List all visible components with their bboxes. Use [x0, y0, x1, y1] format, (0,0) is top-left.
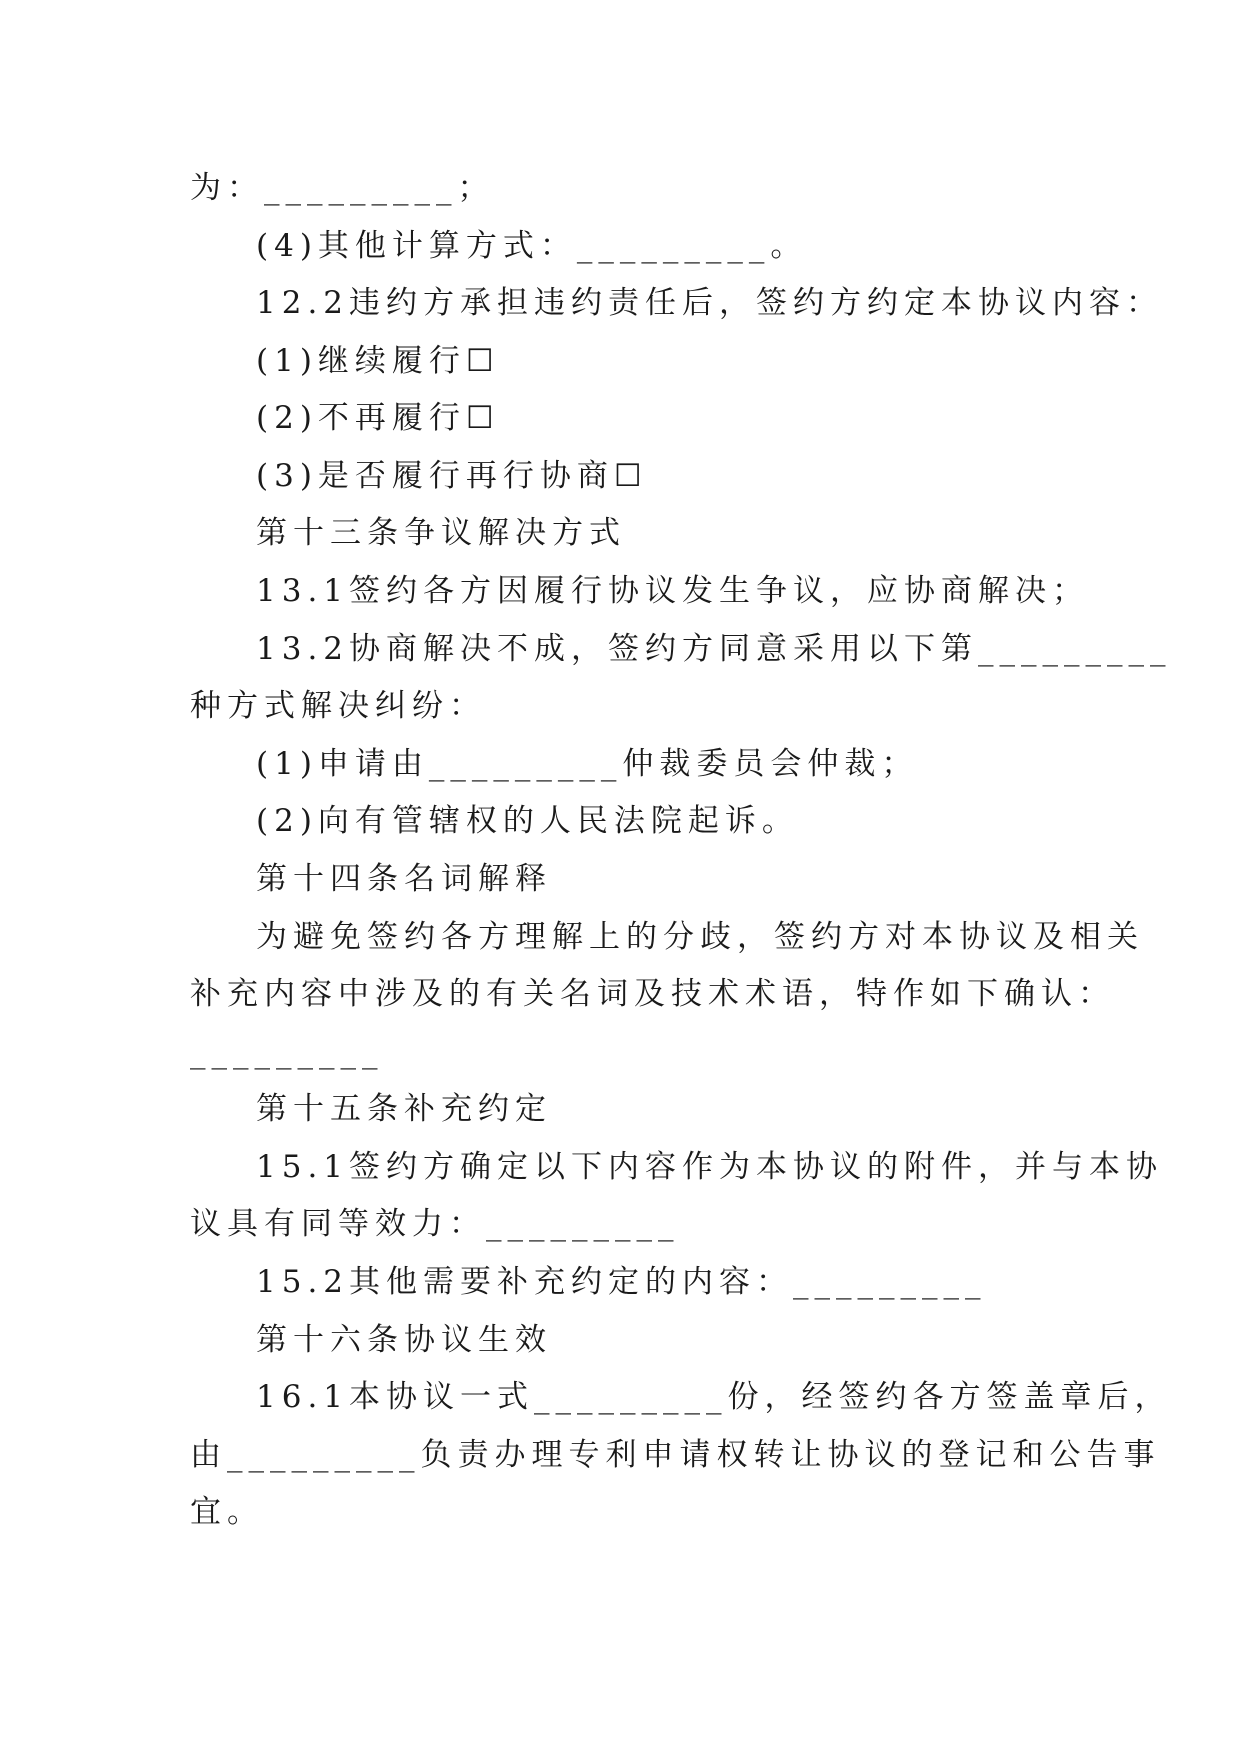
text-line-20: 15.2其他需要补充约定的内容：_________	[256, 1264, 987, 1300]
text-line-4: (1)继续履行☐	[256, 343, 500, 379]
section-heading-16: 第十六条协议生效	[256, 1322, 552, 1358]
text-line-16: _________	[190, 1034, 384, 1070]
text-line-19: 议具有同等效力：_________	[190, 1206, 680, 1242]
text-line-14: 为避免签约各方理解上的分歧，签约方对本协议及相关	[256, 919, 1144, 955]
text-line-10: 种方式解决纠纷：	[190, 688, 486, 724]
text-line-3: 12.2违约方承担违约责任后，签约方约定本协议内容：	[256, 285, 1164, 321]
section-heading-14: 第十四条名词解释	[256, 861, 552, 897]
text-line-24: 宜。	[190, 1494, 264, 1530]
text-line-1: 为：_________；	[190, 170, 495, 206]
text-line-23: 由_________负责办理专利申请权转让协议的登记和公告事	[190, 1437, 1161, 1473]
text-line-12: (2)向有管辖权的人民法院起诉。	[256, 803, 799, 839]
text-line-2: (4)其他计算方式：_________。	[256, 228, 808, 264]
section-heading-13: 第十三条争议解决方式	[256, 515, 626, 551]
text-line-15: 补充内容中涉及的有关名词及技术术语，特作如下确认：	[190, 976, 1115, 1012]
text-line-22: 16.1本协议一式_________份，经签约各方签盖章后，	[256, 1379, 1172, 1415]
section-heading-15: 第十五条补充约定	[256, 1091, 552, 1127]
text-line-11: (1)申请由_________仲裁委员会仲裁；	[256, 746, 919, 782]
text-line-18: 15.1签约方确定以下内容作为本协议的附件，并与本协	[256, 1149, 1164, 1185]
text-line-9: 13.2协商解决不成，签约方同意采用以下第_________	[256, 631, 1172, 667]
text-line-8: 13.1签约各方因履行协议发生争议，应协商解决；	[256, 573, 1090, 609]
text-line-6: (3)是否履行再行协商☐	[256, 458, 648, 494]
text-line-5: (2)不再履行☐	[256, 400, 500, 436]
